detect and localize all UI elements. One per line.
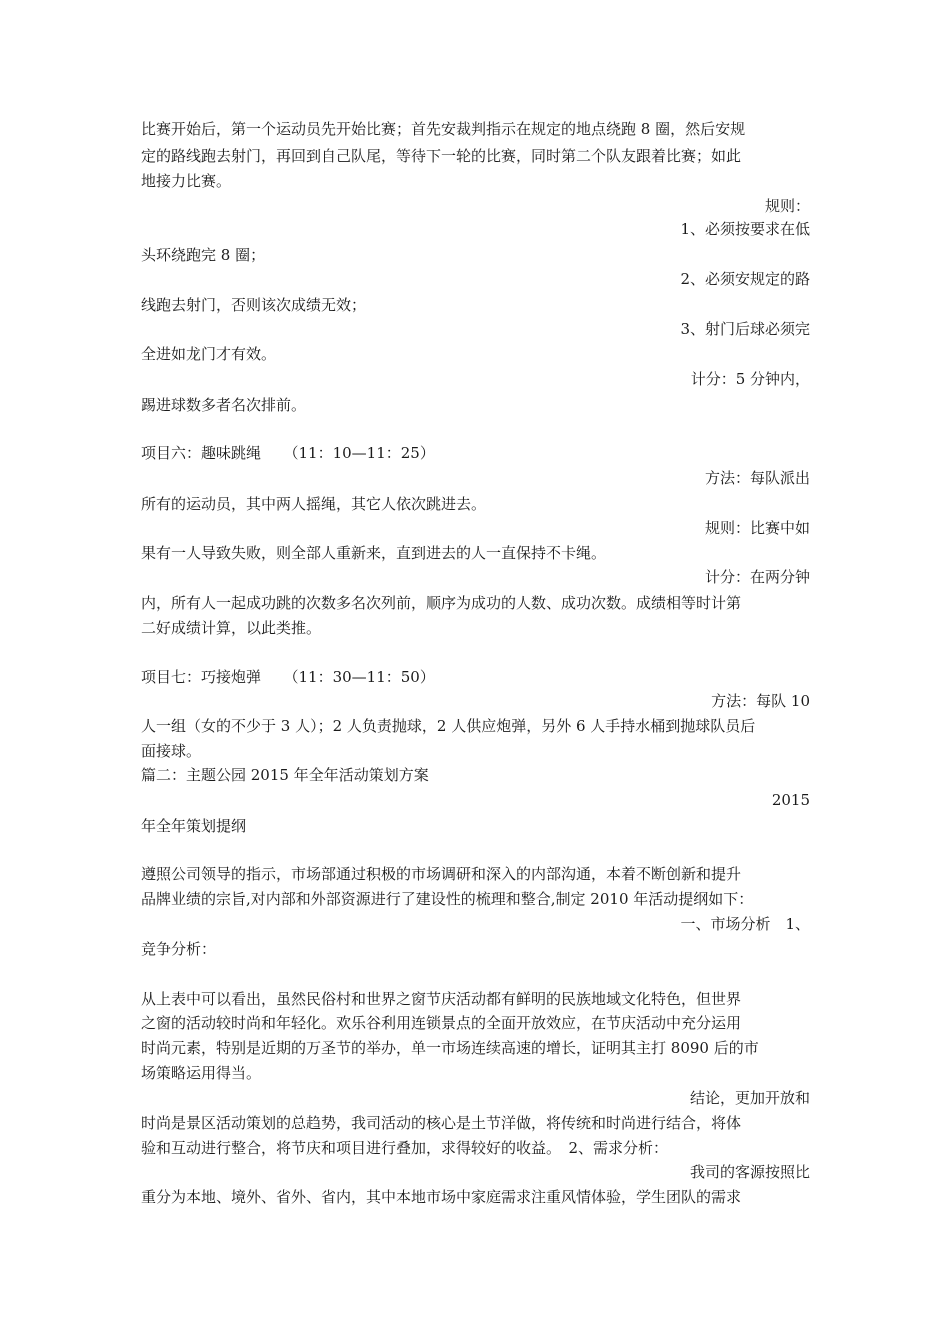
text-line: 从上表中可以看出，虽然民俗村和世界之窗节庆活动都有鲜明的民族地域文化特色，但世界 bbox=[141, 990, 742, 1008]
chapter-heading: 篇二：主题公园 2015 年全年活动策划方案 bbox=[141, 766, 429, 784]
text-line: 方法：每队派出 bbox=[704, 469, 810, 487]
text-line: 踢进球数多者名次排前。 bbox=[141, 396, 307, 414]
text-line: 时尚是景区活动策划的总趋势，我司活动的核心是土节洋做，将传统和时尚进行结合，将体 bbox=[141, 1114, 742, 1132]
text-line: 重分为本地、境外、省外、省内，其中本地市场中家庭需求注重风情体验，学生团队的需求 bbox=[141, 1188, 742, 1206]
text-line: 场策略运用得当。 bbox=[141, 1064, 262, 1082]
text-line: 2015 bbox=[771, 791, 810, 809]
text-line: 方法：每队 10 bbox=[711, 692, 810, 710]
text-line: 验和互动进行整合，将节庆和项目进行叠加，求得较好的收益。 2、需求分析： bbox=[141, 1139, 669, 1157]
text-line: 2、必须安规定的路 bbox=[680, 270, 810, 288]
text-line: 比赛开始后，第一个运动员先开始比赛；首先安裁判指示在规定的地点绕跑 8 圈，然后安规 bbox=[141, 120, 746, 138]
text-line: 面接球。 bbox=[141, 742, 202, 760]
text-line: 1、必须按要求在低 bbox=[680, 220, 810, 238]
section-heading: 项目七：巧接炮弹 （11：30—11：50） bbox=[141, 668, 435, 686]
section-heading: 项目六：趣味跳绳 （11：10—11：25） bbox=[141, 444, 435, 462]
text-line: 计分：在两分钟 bbox=[704, 568, 810, 586]
text-line: 品牌业绩的宗旨,对内部和外部资源进行了建设性的梳理和整合,制定 2010 年活动提纲如下： bbox=[141, 890, 754, 908]
text-line: 一、市场分析 1、 bbox=[680, 915, 810, 933]
text-line: 规则： bbox=[764, 197, 810, 215]
text-line: 地接力比赛。 bbox=[141, 172, 232, 190]
text-line: 人一组（女的不少于 3 人）；2 人负责抛球，2 人供应炮弹，另外 6 人手持水桶到抛球队员后 bbox=[141, 717, 756, 735]
text-line: 头环绕跑完 8 圈； bbox=[141, 246, 266, 264]
text-line: 遵照公司领导的指示，市场部通过积极的市场调研和深入的内部沟通，本着不断创新和提升 bbox=[141, 865, 742, 883]
text-line: 内，所有人一起成功跳的次数多名次列前，顺序为成功的人数、成功次数。成绩相等时计第 bbox=[141, 594, 742, 612]
text-line: 二好成绩计算，以此类推。 bbox=[141, 619, 322, 637]
text-line: 线跑去射门，否则该次成绩无效； bbox=[141, 296, 367, 314]
text-line: 计分：5 分钟内， bbox=[690, 370, 810, 388]
text-line: 年全年策划提纲 bbox=[141, 817, 247, 835]
text-line: 定的路线跑去射门，再回到自己队尾，等待下一轮的比赛，同时第二个队友跟着比赛；如此 bbox=[141, 147, 742, 165]
text-line: 时尚元素，特别是近期的万圣节的举办，单一市场连续高速的增长，证明其主打 8090 后的市 bbox=[141, 1039, 759, 1057]
text-line: 规则：比赛中如 bbox=[704, 519, 810, 537]
text-line: 竞争分析： bbox=[141, 940, 217, 958]
text-line: 果有一人导致失败，则全部人重新来，直到进去的人一直保持不卡绳。 bbox=[141, 544, 607, 562]
text-line: 结论，更加开放和 bbox=[689, 1089, 810, 1107]
text-line: 我司的客源按照比 bbox=[689, 1163, 810, 1181]
text-line: 之窗的活动较时尚和年轻化。欢乐谷利用连锁景点的全面开放效应，在节庆活动中充分运用 bbox=[141, 1014, 742, 1032]
text-line: 全进如龙门才有效。 bbox=[141, 345, 277, 363]
text-line: 3、射门后球必须完 bbox=[680, 320, 810, 338]
text-line: 所有的运动员，其中两人摇绳，其它人依次跳进去。 bbox=[141, 495, 487, 513]
